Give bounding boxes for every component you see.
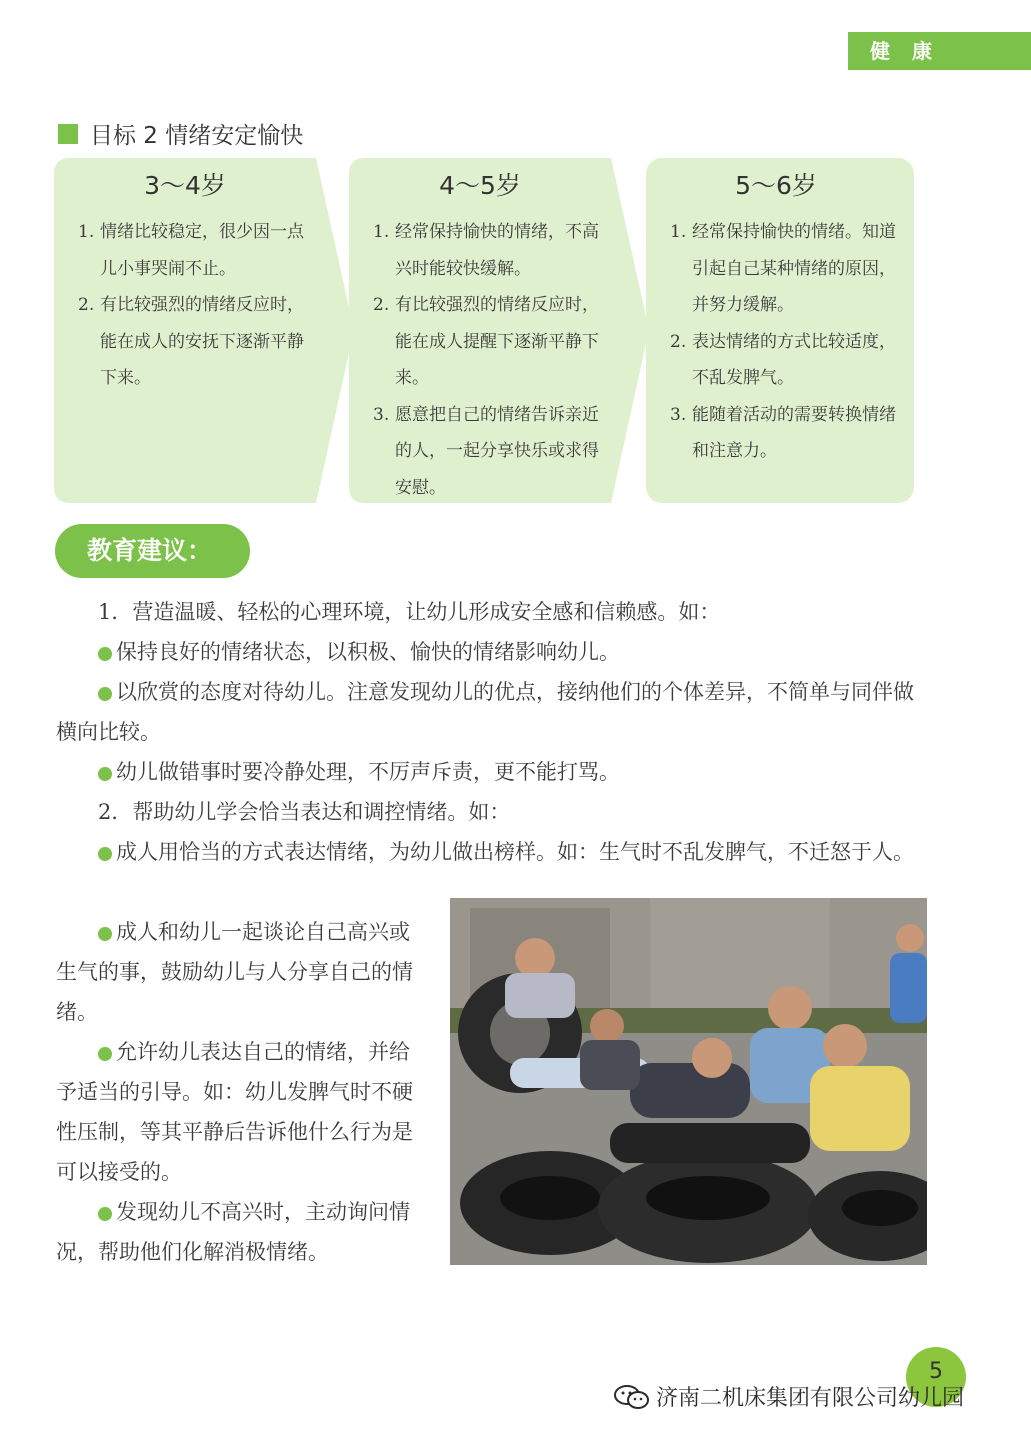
bullet-dot-icon (98, 767, 112, 781)
age-title: 3～4岁 (144, 171, 226, 200)
section-tag: 健康 (848, 32, 1031, 70)
bullet-dot-icon (98, 927, 112, 941)
children-tires-photo (450, 898, 927, 1265)
list-item: 3. 能随着活动的需要转换情绪和注意力。 (670, 404, 896, 461)
body-text-narrow (56, 912, 426, 1272)
body-text (56, 592, 928, 872)
bullet-item: 以欣赏的态度对待幼儿。注意发现幼儿的优点，接纳他们的个体差异，不简单与同伴做横向比较。 (56, 680, 914, 744)
bullet-dot-icon (98, 1207, 112, 1221)
age-list (670, 214, 898, 470)
age-box-5-6 (646, 158, 916, 503)
bullet-item: 允许幼儿表达自己的情绪，并给予适当的引导。如：幼儿发脾气时不硬性压制，等其平静后告诉他什么行为是可以接受的。 (56, 1040, 413, 1184)
paragraph: 2．帮助幼儿学会恰当表达和调控情绪。如： (98, 800, 511, 824)
watermark-text: 济南二机床集团有限公司幼儿园 (656, 1386, 965, 1411)
age-box-3-4 (54, 158, 356, 503)
bullet-item: 发现幼儿不高兴时，主动询问情况，帮助他们化解消极情绪。 (56, 1200, 410, 1264)
bullet-dot-icon (98, 1047, 112, 1061)
list-item: 1. 情绪比较稳定，很少因一点儿小事哭闹不止。 (78, 222, 304, 279)
section-heading: 教育建议： (55, 524, 250, 578)
age-list (78, 214, 316, 397)
list-item: 2. 有比较强烈的情绪反应时，能在成人的安抚下逐渐平静下来。 (78, 295, 304, 388)
age-box-4-5 (349, 158, 651, 503)
list-item: 2. 有比较强烈的情绪反应时，能在成人提醒下逐渐平静下来。 (373, 295, 599, 388)
list-item: 1. 经常保持愉快的情绪。知道引起自己某种情绪的原因，并努力缓解。 (670, 222, 896, 315)
chat-bubbles-icon (614, 1384, 650, 1410)
bullet-item: 保持良好的情绪状态，以积极、愉快的情绪影响幼儿。 (56, 632, 928, 672)
bullet-dot-icon (98, 687, 112, 701)
bullet-dot-icon (98, 847, 112, 861)
age-list (373, 214, 611, 506)
list-item: 3. 愿意把自己的情绪告诉亲近的人，一起分享快乐或求得安慰。 (373, 404, 599, 498)
age-title: 4～5岁 (439, 171, 521, 200)
list-item: 1. 经常保持愉快的情绪，不高兴时能较快缓解。 (373, 222, 599, 279)
paragraph: 1．营造温暖、轻松的心理环境，让幼儿形成安全感和信赖感。如： (98, 600, 721, 624)
page-number: 5 (906, 1347, 966, 1407)
age-title: 5～6岁 (735, 171, 817, 200)
bullet-item: 幼儿做错事时要冷静处理，不厉声斥责，更不能打骂。 (56, 752, 928, 792)
goal-title: 目标 2 情绪安定愉快 (90, 123, 304, 149)
bullet-item: 成人用恰当的方式表达情绪，为幼儿做出榜样。如：生气时不乱发脾气，不迁怒于人。 (56, 832, 928, 872)
bullet-dot-icon (98, 647, 112, 661)
goal-heading (58, 117, 303, 150)
list-item: 2. 表达情绪的方式比较适度，不乱发脾气。 (670, 331, 896, 388)
square-bullet-icon (58, 124, 78, 144)
bullet-item: 成人和幼儿一起谈论自己高兴或生气的事，鼓励幼儿与人分享自己的情绪。 (56, 920, 413, 1024)
watermark (614, 1381, 964, 1412)
